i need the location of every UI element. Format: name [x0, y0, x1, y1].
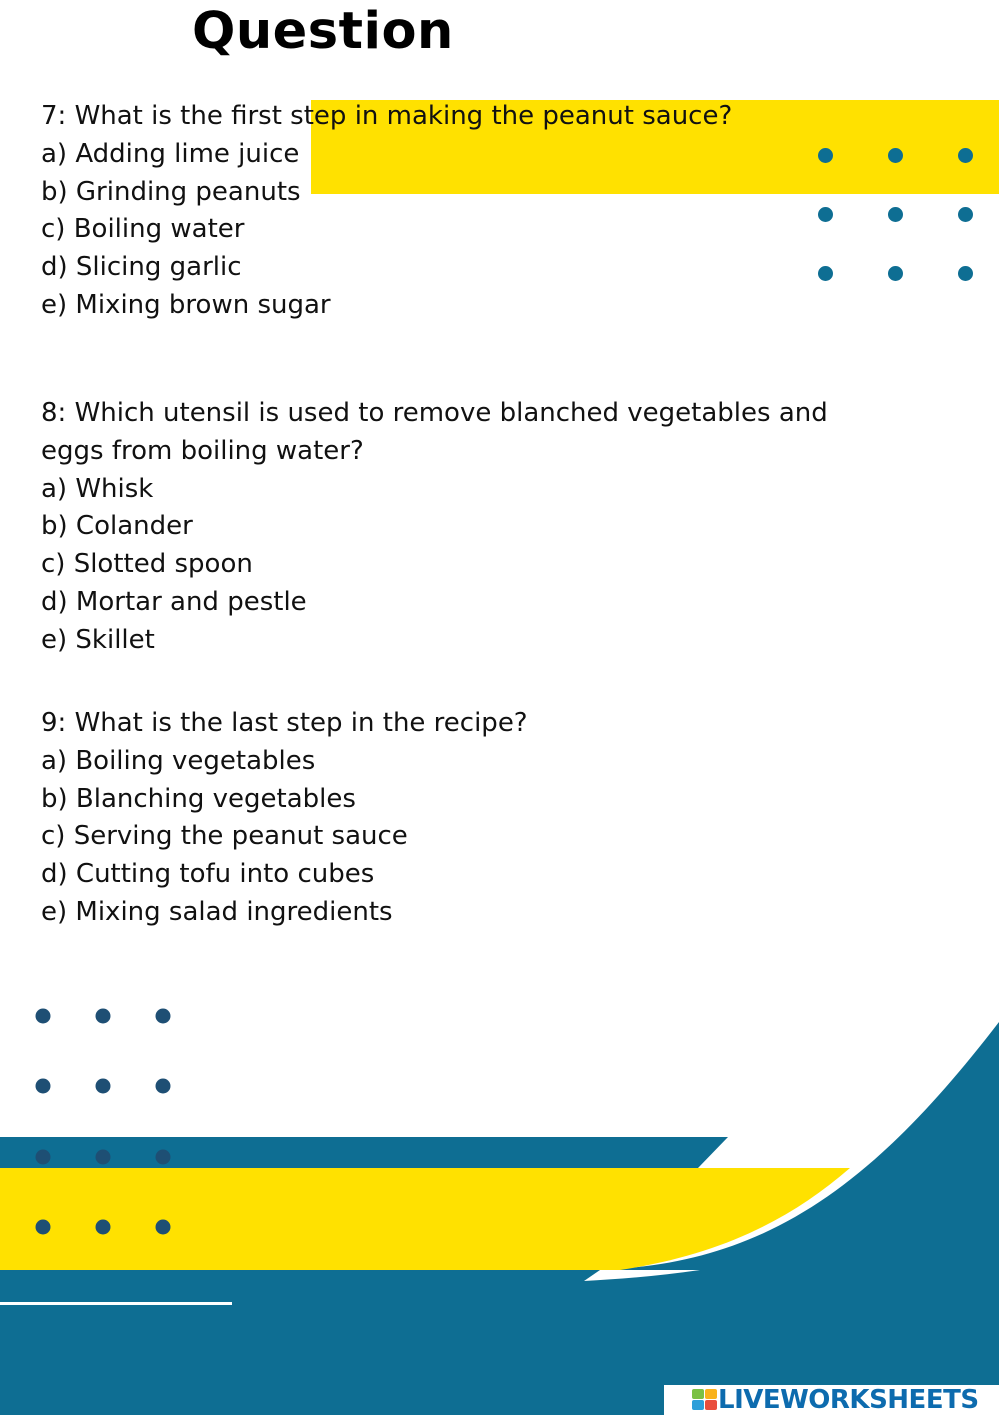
- decor-dot: [156, 1079, 171, 1094]
- question-stem: 9: What is the last step in the recipe?: [41, 708, 528, 738]
- decor-dot: [958, 266, 973, 281]
- decor-dot: [36, 1150, 51, 1165]
- question-block: [41, 395, 861, 660]
- decor-dot: [156, 1150, 171, 1165]
- answer-option: c) Boiling water: [41, 214, 245, 245]
- answer-option: a) Adding lime juice: [41, 138, 300, 169]
- white-line: [0, 1302, 232, 1305]
- decor-dot: [156, 1009, 171, 1024]
- liveworksheets-logo[interactable]: [664, 1385, 999, 1415]
- decor-dot: [156, 1220, 171, 1235]
- bottom-decoration: [0, 1000, 999, 1415]
- decor-dot: [96, 1079, 111, 1094]
- liveworksheets-logo-icon: [692, 1389, 718, 1411]
- answer-option: a) Boiling vegetables: [41, 745, 316, 776]
- decor-dot: [36, 1079, 51, 1094]
- answer-option: e) Skillet: [41, 624, 155, 655]
- question-stem: 7: What is the first step in making the peanut sauce?: [41, 101, 733, 131]
- logo-text: LIVEWORKSHEETS: [718, 1385, 979, 1415]
- answer-option: a) Whisk: [41, 473, 154, 504]
- decor-dot: [36, 1009, 51, 1024]
- answer-option: b) Grinding peanuts: [41, 176, 301, 207]
- answer-option: d) Mortar and pestle: [41, 586, 307, 617]
- decor-dot: [888, 148, 903, 163]
- answer-option: c) Serving the peanut sauce: [41, 821, 408, 852]
- question-block: [41, 705, 861, 932]
- answer-option: d) Slicing garlic: [41, 252, 242, 283]
- page-title: Question: [192, 2, 454, 61]
- decor-dot: [96, 1009, 111, 1024]
- answer-option: b) Colander: [41, 511, 193, 542]
- question-stem: 8: Which utensil is used to remove blanched vegetables and eggs from boiling water?: [41, 398, 828, 466]
- decor-dot: [96, 1220, 111, 1235]
- decor-dot: [96, 1150, 111, 1165]
- answer-option: d) Cutting tofu into cubes: [41, 859, 375, 890]
- decor-dot: [36, 1220, 51, 1235]
- answer-option: e) Mixing brown sugar: [41, 289, 331, 320]
- answer-option: e) Mixing salad ingredients: [41, 896, 393, 927]
- teal-band: [0, 1137, 728, 1168]
- decor-dot: [888, 207, 903, 222]
- answer-option: c) Slotted spoon: [41, 549, 253, 580]
- decor-dot: [958, 148, 973, 163]
- decor-dot: [958, 207, 973, 222]
- answer-option: b) Blanching vegetables: [41, 783, 356, 814]
- decor-dot: [888, 266, 903, 281]
- question-block: [41, 98, 861, 325]
